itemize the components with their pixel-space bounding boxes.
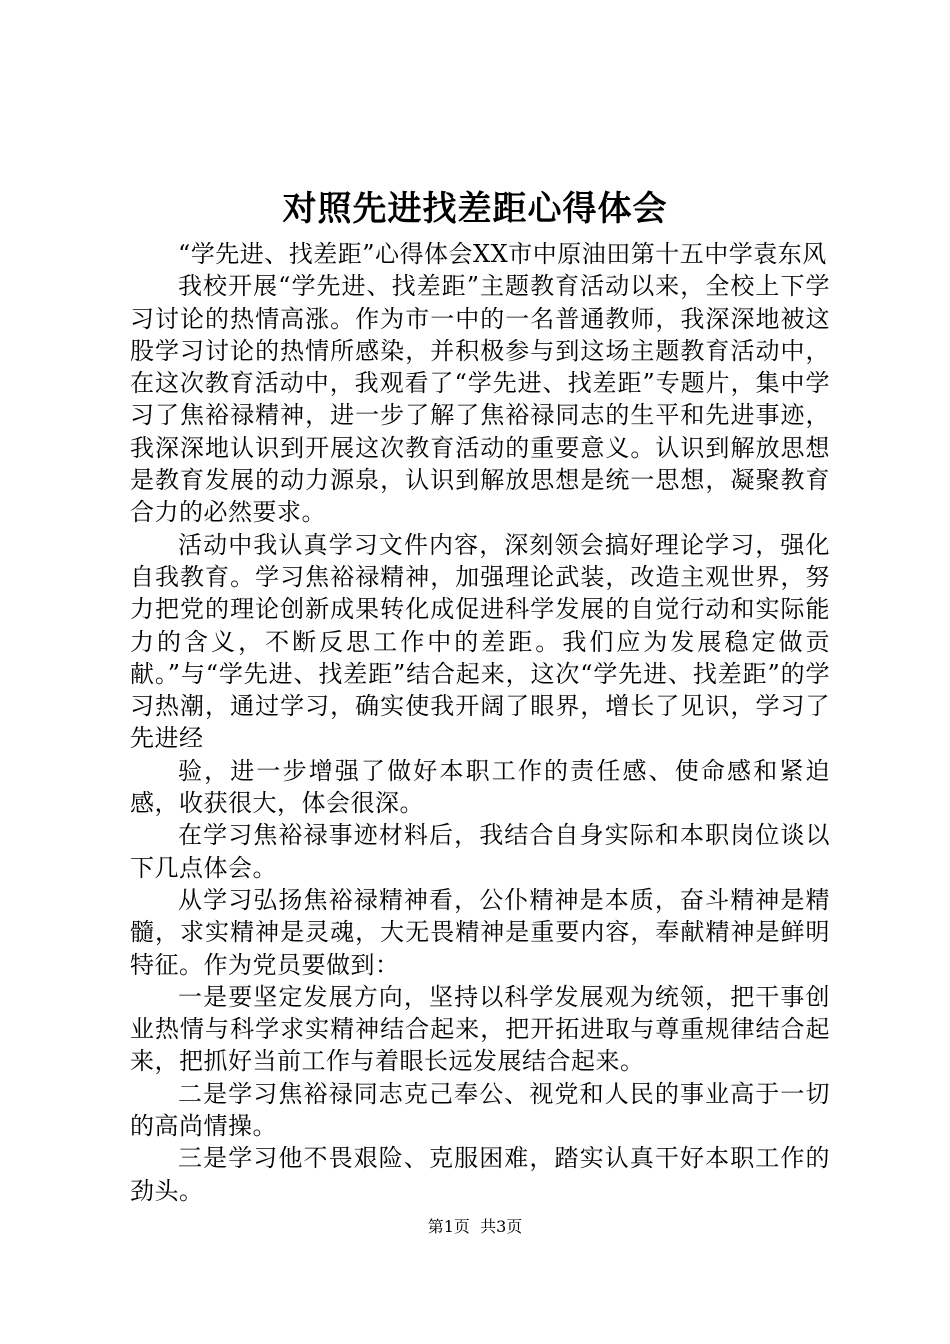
paragraph-3: 活动中我认真学习文件内容，深刻领会搞好理论学习，强化自我教育。学习焦裕禄精神，加强理论武装，改造主观世界，努力把党的理论创新成果转化成促进科学发展的自觉行动和实际能力的含义，不断反思工作中的差距。我们应为发展稳定做贡献。”与“学先进、找差距”结合起来，这次“学先进、找差距”的学习热潮，通过学习，确实使我开阔了眼界，增长了见识，学习了先进经 [130,530,830,753]
paragraph-5: 在学习焦裕禄事迹材料后，我结合自身实际和本职岗位谈以下几点体会。 [130,821,830,882]
paragraph-7: 一是要坚定发展方向，坚持以科学发展观为统领，把干事创业热情与科学求实精神结合起来，把开拓进取与尊重规律结合起来，把抓好当前工作与着眼长远发展结合起来。 [130,982,830,1076]
footer-separator [470,1217,480,1236]
paragraph-2: 我校开展“学先进、找差距”主题教育活动以来，全校上下学习讨论的热情高涨。作为市一中的一名普通教师，我深深地被这股学习讨论的热情所感染，并积极参与到这场主题教育活动中，在这次教育活动中，我观看了“学先进、找差距”专题片，集中学习了焦裕禄精神，进一步了解了焦裕禄同志的生平和先进事迹，我深深地认识到开展这次教育活动的重要意义。认识到解放思想是教育发展的动力源泉，认识到解放思想是统一思想，凝聚教育合力的必然要求。 [130,272,830,527]
page-footer [0,1216,950,1238]
page-number-total: 共3页 [480,1217,523,1236]
paragraph-6: 从学习弘扬焦裕禄精神看，公仆精神是本质，奋斗精神是精髓，求实精神是灵魂，大无畏精神是重要内容，奉献精神是鲜明特征。作为党员要做到： [130,885,830,979]
document-title: 对照先进找差距心得体会 [282,189,668,229]
page-number-current: 第1页 [427,1217,470,1236]
paragraph-9: 三是学习他不畏艰险、克服困难，踏实认真干好本职工作的劲头。 [130,1144,830,1205]
paragraph-8: 二是学习焦裕禄同志克己奉公、视党和人民的事业高于一切的高尚情操。 [130,1079,830,1141]
paragraph-4: 验，进一步增强了做好本职工作的责任感、使命感和紧迫感，收获很大，体会很深。 [130,756,830,818]
document-body [130,238,830,1207]
paragraph-1: “学先进、找差距”心得体会XX市中原油田第十五中学袁东风 [178,240,827,268]
